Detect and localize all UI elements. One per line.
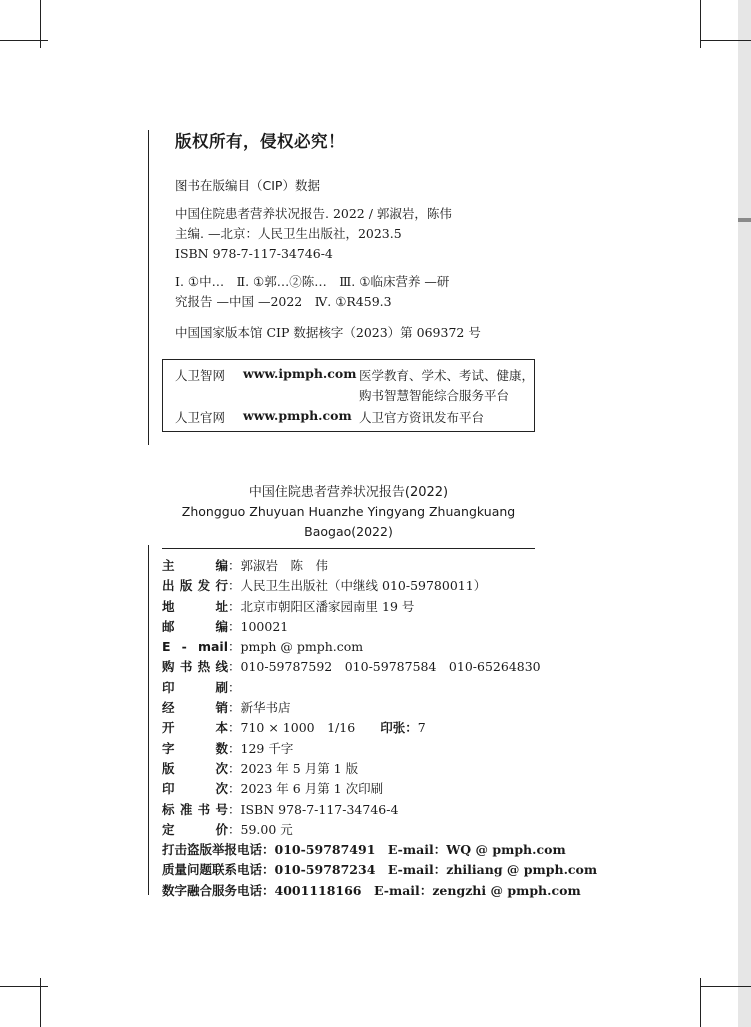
hotline-row: 数字融合服务电话：4001118166 E-mail：zengzhi @ pmph.com bbox=[162, 882, 581, 898]
website-description-line: 医学教育、学术、考试、健康， bbox=[359, 368, 535, 383]
colophon-extra-label: 印张： bbox=[380, 720, 418, 736]
colophon-row: 地 址：北京市朝阳区潘家园南里 19 号 bbox=[162, 597, 597, 617]
cip-record bbox=[175, 204, 452, 264]
colophon-value: 郭淑岩 陈 伟 bbox=[240, 558, 329, 573]
margin-rule-lower bbox=[148, 545, 149, 895]
colophon-value: 710 × 1000 1/16 bbox=[240, 720, 381, 736]
page-gutter-strip bbox=[738, 0, 751, 1027]
cip-record-line: ISBN 978-7-117-34746-4 bbox=[175, 246, 333, 261]
colophon-value: ISBN 978-7-117-34746-4 bbox=[240, 801, 399, 817]
hotline-phone: 010-59787234 bbox=[274, 862, 376, 878]
colophon-row: 版 次：2023 年 5 月第 1 版 bbox=[162, 759, 597, 779]
colophon-row: 字 数：129 千字 bbox=[162, 739, 597, 759]
colophon-row: 印 刷： bbox=[162, 678, 597, 698]
website-name: 人卫官网 bbox=[175, 410, 226, 425]
cip-subject-line: Ⅰ. ①中… Ⅱ. ①郭…②陈… Ⅲ. ①临床营养 —研 bbox=[175, 274, 450, 289]
website-url[interactable]: www.pmph.com bbox=[243, 408, 352, 423]
website-name: 人卫智网 bbox=[175, 368, 226, 383]
colophon-row: 购书热线：010-59787592 010-59787584 010-65264830 bbox=[162, 657, 597, 677]
website-description bbox=[359, 408, 484, 428]
colophon-value: 2023 年 6 月第 1 次印刷 bbox=[240, 781, 384, 797]
colophon-label: 主 编 bbox=[162, 558, 228, 573]
book-title-pinyin-line: Zhongguo Zhuyuan Huanzhe Yingyang Zhuangkuang bbox=[181, 504, 516, 519]
cip-subjects bbox=[175, 272, 449, 312]
colophon-label: E - mail bbox=[162, 639, 228, 655]
hotline-phone: 4001118166 bbox=[274, 882, 362, 898]
hotline-email: zhiliang @ pmph.com bbox=[446, 862, 598, 878]
colophon-row: 开 本：710 × 1000 1/16 印张：7 bbox=[162, 718, 597, 738]
colophon-value: pmph @ pmph.com bbox=[240, 639, 364, 655]
colophon-row: E - mail：pmph @ pmph.com bbox=[162, 637, 597, 657]
colophon-label: 印 次 bbox=[162, 781, 228, 797]
colophon-row: 定 价：59.00 元 bbox=[162, 820, 597, 840]
website-description bbox=[359, 366, 534, 406]
website-description-line: 购书智慧智能综合服务平台 bbox=[359, 388, 510, 403]
cip-record-line: 主编. —北京：人民卫生出版社，2023.5 bbox=[175, 226, 402, 241]
hotline-email-label: E-mail bbox=[387, 842, 434, 858]
hotline-label: 质量问题联系电话 bbox=[162, 862, 263, 878]
gutter-tick-mark bbox=[738, 218, 751, 222]
colophon-label: 出版发行 bbox=[162, 578, 228, 594]
colophon-value: 新华书店 bbox=[240, 700, 291, 716]
title-separator-rule bbox=[162, 548, 535, 549]
hotline-email: zengzhi @ pmph.com bbox=[432, 882, 581, 898]
colophon-label: 标准书号 bbox=[162, 801, 228, 817]
colophon-value: 人民卫生出版社（中继线 010-59780011） bbox=[240, 578, 487, 594]
colophon bbox=[162, 556, 597, 901]
hotline-row: 打击盗版举报电话：010-59787491 E-mail：WQ @ pmph.com bbox=[162, 842, 566, 858]
colophon-row: 邮 编：100021 bbox=[162, 617, 597, 637]
book-title-chinese: 中国住院患者营养状况报告(2022) bbox=[248, 485, 449, 500]
hotline-row: 质量问题联系电话：010-59787234 E-mail：zhiliang @ pmph.com bbox=[162, 862, 598, 878]
colophon-row: 标准书号：ISBN 978-7-117-34746-4 bbox=[162, 800, 597, 820]
websites-box bbox=[162, 359, 535, 432]
colophon-label: 定 价 bbox=[162, 821, 228, 837]
hotline-label: 打击盗版举报电话 bbox=[162, 842, 263, 858]
book-title-pinyin-line: Baogao(2022) bbox=[304, 524, 393, 539]
hotline-email: WQ @ pmph.com bbox=[446, 842, 566, 858]
colophon-value: 2023 年 5 月第 1 版 bbox=[240, 760, 359, 776]
colophon-label: 印 刷 bbox=[162, 679, 228, 695]
colophon-label: 邮 编 bbox=[162, 618, 228, 634]
colophon-value: 100021 bbox=[240, 618, 289, 634]
website-url[interactable]: www.ipmph.com bbox=[243, 366, 357, 381]
colophon-row: 主 编：郭淑岩 陈 伟 bbox=[162, 556, 597, 576]
colophon-label: 版 次 bbox=[162, 760, 228, 776]
cip-record-line: 中国住院患者营养状况报告. 2022 / 郭淑岩，陈伟 bbox=[175, 206, 452, 221]
colophon-value: 129 千字 bbox=[240, 740, 294, 756]
cip-heading: 图书在版编目（CIP）数据 bbox=[175, 178, 320, 193]
cip-data-number: 中国国家版本馆 CIP 数据核字（2023）第 069372 号 bbox=[175, 325, 481, 340]
hotline-phone: 010-59787491 bbox=[274, 842, 376, 858]
hotline-label: 数字融合服务电话 bbox=[162, 882, 263, 898]
cip-subject-line: 究报告 —中国 —2022 Ⅳ. ①R459.3 bbox=[175, 294, 392, 309]
colophon-label: 开 本 bbox=[162, 720, 228, 736]
hotline-email-label: E-mail bbox=[387, 862, 434, 878]
book-title-pinyin bbox=[162, 502, 535, 542]
colophon-value: 010-59787592 010-59787584 010-65264830 bbox=[240, 659, 541, 675]
margin-rule-upper bbox=[148, 130, 149, 445]
colophon-extra-value: 7 bbox=[417, 720, 426, 736]
colophon-label: 字 数 bbox=[162, 740, 228, 756]
colophon-label: 经 销 bbox=[162, 700, 228, 716]
colophon-row: 出版发行：人民卫生出版社（中继线 010-59780011） bbox=[162, 576, 597, 596]
colophon-value: 北京市朝阳区潘家园南里 19 号 bbox=[240, 598, 415, 614]
colophon-row: 经 销：新华书店 bbox=[162, 698, 597, 718]
colophon-label: 地 址 bbox=[162, 598, 228, 614]
website-description-line: 人卫官方资讯发布平台 bbox=[359, 410, 485, 425]
colophon-row: 印 次：2023 年 6 月第 1 次印刷 bbox=[162, 779, 597, 799]
colophon-value: 59.00 元 bbox=[240, 821, 293, 837]
copyright-notice: 版权所有，侵权必究！ bbox=[175, 132, 345, 151]
colophon-label: 购书热线 bbox=[162, 659, 228, 675]
hotline-email-label: E-mail bbox=[374, 882, 420, 898]
